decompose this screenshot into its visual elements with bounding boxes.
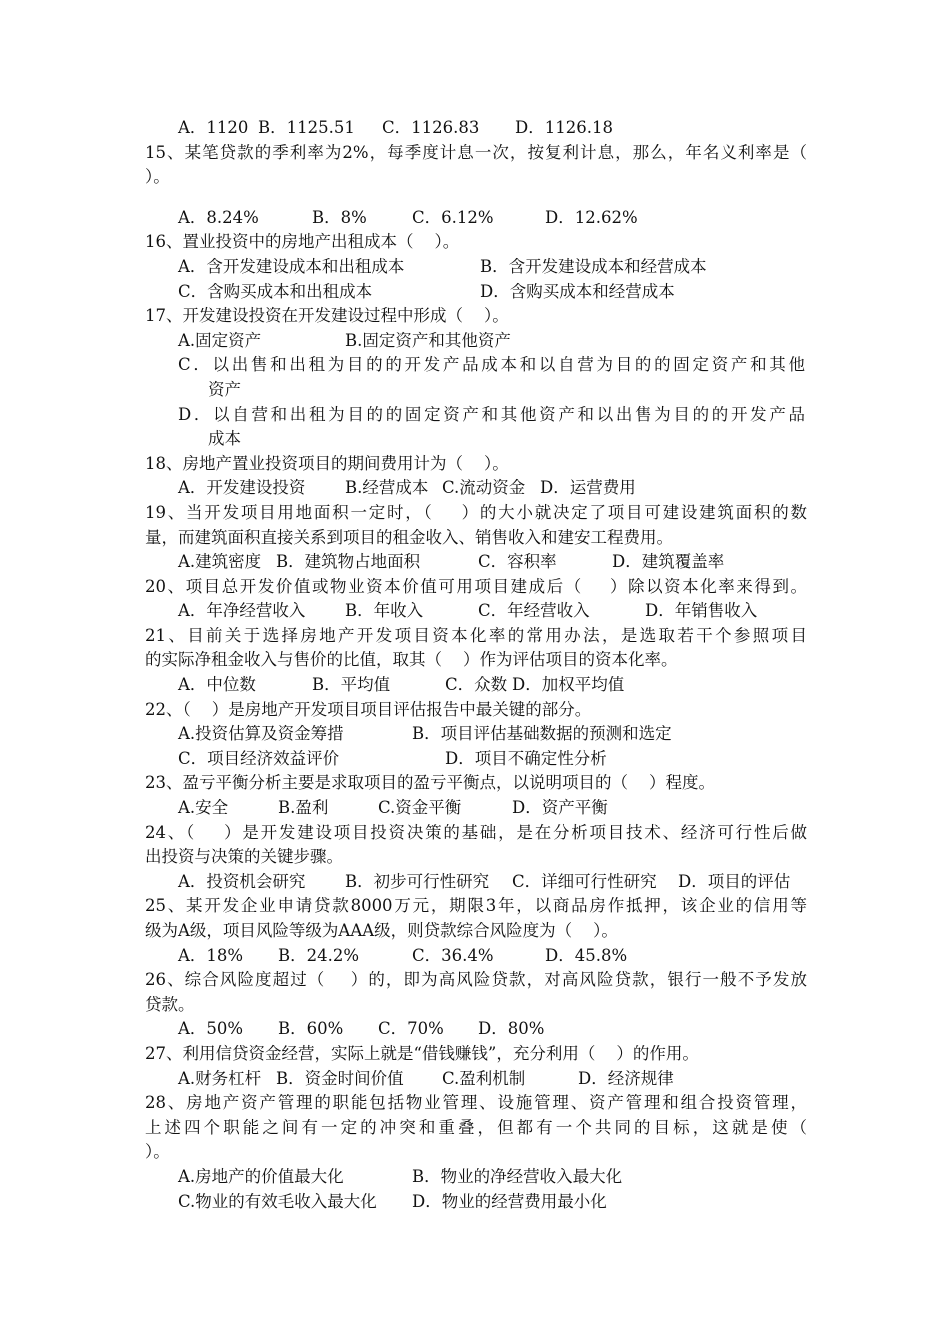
q14-options xyxy=(0,116,950,141)
q25-options xyxy=(0,944,950,969)
q24-option-b: B．初步可行性研究 xyxy=(345,871,490,891)
q25-option-d: D．45.8% xyxy=(545,945,628,965)
q16-option-a: A．含开发建设成本和出租成本 xyxy=(178,256,405,276)
q14-option-a: A．1120 xyxy=(178,118,249,137)
q28-option-b: B．物业的净经营收入最大化 xyxy=(412,1166,623,1186)
q20-option-c: C．年经营收入 xyxy=(478,601,590,621)
q25-stem-line-2: 级为A级，项目风险等级为AAA级，则贷款综合风险度为（ ）。 xyxy=(145,921,618,940)
q18-option-a: A．开发建设投资 xyxy=(178,478,306,498)
q16-option-c: C．含购买成本和出租成本 xyxy=(178,281,373,301)
q26-option-b: B．60% xyxy=(278,1019,344,1039)
exam-page xyxy=(0,116,950,1214)
q26-option-a: A．50% xyxy=(178,1019,244,1039)
q27-option-a: A.财务杠杆 xyxy=(178,1068,262,1088)
q16-stem: 16、置业投资中的房地产出租成本（ ）。 xyxy=(145,232,460,252)
q28-stem-line-1: 28、房地产资产管理的职能包括物业管理、设施管理、资产管理和组合投资管理， xyxy=(145,1093,807,1113)
q19-option-d: D．建筑覆盖率 xyxy=(612,552,725,572)
q26-option-d: D．80% xyxy=(478,1019,545,1039)
q28-options-row-2 xyxy=(0,1190,950,1215)
q14-option-b: B．1125.51 xyxy=(258,118,355,137)
q25-option-a: A．18% xyxy=(178,945,244,965)
q28-option-d: D．物业的经营费用最小化 xyxy=(412,1191,607,1211)
q15-stem-line-1: 15、某笔贷款的季利率为2%，每季度计息一次，按复利计息，那么，年名义利率是（ xyxy=(145,142,807,162)
q19-option-c: C．容积率 xyxy=(478,552,557,572)
q15-stem-line-2: ）。 xyxy=(145,167,170,187)
q27-stem: 27、利用信贷资金经营，实际上就是“借钱赚钱”，充分利用（ ）的作用。 xyxy=(145,1043,699,1063)
q19-option-b: B．建筑物占地面积 xyxy=(276,552,421,572)
q16-options-row-1 xyxy=(0,255,950,280)
q17-option-a: A.固定资产 xyxy=(178,330,262,350)
q18-option-b: B.经营成本 xyxy=(345,478,429,498)
q18-option-c: C.流动资金 xyxy=(442,478,526,498)
q15-option-c: C．6.12% xyxy=(412,207,494,227)
q15-option-b: B．8% xyxy=(312,207,367,227)
q27-option-d: D．经济规律 xyxy=(578,1068,674,1088)
q21-option-c: C．众数 xyxy=(445,675,508,695)
q24-option-c: C．详细可行性研究 xyxy=(512,871,657,891)
q19-stem-line-2: 量，而建筑面积直接关系到项目的租金收入、销售收入和建安工程费用。 xyxy=(145,527,673,547)
q17-option-c-cont: 资产 xyxy=(208,379,241,399)
q17-options-row-1 xyxy=(0,329,950,354)
q22-option-c: C．项目经济效益评价 xyxy=(178,748,340,768)
q27-option-c: C.盈利机制 xyxy=(442,1068,526,1088)
q20-option-b: B．年收入 xyxy=(345,601,424,621)
q21-options xyxy=(0,673,950,698)
q18-option-d: D．运营费用 xyxy=(540,478,636,498)
q21-option-a: A．中位数 xyxy=(178,675,256,695)
q23-option-b: B.盈利 xyxy=(278,798,329,818)
q24-option-a: A．投资机会研究 xyxy=(178,871,306,891)
q23-stem: 23、盈亏平衡分析主要是求取项目的盈亏平衡点，以说明项目的（ ）程度。 xyxy=(145,773,715,793)
q17-stem: 17、开发建设投资在开发建设过程中形成（ ）。 xyxy=(145,306,509,326)
q28-options-row-1 xyxy=(0,1165,950,1190)
q21-stem-line-1: 21、目前关于选择房地产开发项目资本化率的常用办法，是选取若干个参照项目 xyxy=(145,625,807,645)
q23-option-a: A.安全 xyxy=(178,798,229,818)
q25-stem-line-1: 25、某开发企业申请贷款8000万元，期限3年，以商品房作抵押，该企业的信用等 xyxy=(145,896,807,916)
q19-options xyxy=(0,550,950,575)
q22-option-a: A.投资估算及资金筹措 xyxy=(178,724,344,744)
q27-option-b: B．资金时间价值 xyxy=(276,1068,404,1088)
q23-option-d: D．资产平衡 xyxy=(512,798,608,818)
q15-option-d: D．12.62% xyxy=(545,207,638,227)
q24-options xyxy=(0,870,950,895)
q15-option-a: A．8.24% xyxy=(178,207,259,227)
q26-options xyxy=(0,1017,950,1042)
q14-option-d: D．1126.18 xyxy=(515,118,613,137)
q17-option-d: D．以自营和出租为目的的固定资产和其他资产和以出售为目的的开发产品 xyxy=(178,404,805,424)
q15-options xyxy=(0,206,950,231)
q26-stem-line-2: 贷款。 xyxy=(145,994,195,1014)
q21-option-d: D．加权平均值 xyxy=(512,675,625,695)
q23-option-c: C.资金平衡 xyxy=(378,798,462,818)
q23-options xyxy=(0,796,950,821)
q17-option-b: B.固定资产和其他资产 xyxy=(345,330,511,350)
q28-stem-line-3: ）。 xyxy=(145,1142,170,1162)
q25-option-c: C．36.4% xyxy=(412,945,494,965)
q16-option-d: D．含购买成本和经营成本 xyxy=(480,281,675,301)
q24-stem-line-2: 出投资与决策的关键步骤。 xyxy=(145,847,343,867)
q17-option-d-cont: 成本 xyxy=(208,429,241,449)
q17-option-c: C．以出售和出租为目的的开发产品成本和以自营为目的的固定资产和其他 xyxy=(178,355,805,375)
q20-option-d: D．年销售收入 xyxy=(645,601,758,621)
q27-options xyxy=(0,1067,950,1092)
q18-options xyxy=(0,476,950,501)
q28-option-a: A.房地产的价值最大化 xyxy=(178,1166,344,1186)
q22-stem: 22、（ ）是房地产开发项目项目评估报告中最关键的部分。 xyxy=(145,699,592,719)
q24-stem-line-1: 24、（ ）是开发建设项目投资决策的基础，是在分析项目技术、经济可行性后做 xyxy=(145,822,807,842)
q19-option-a: A.建筑密度 xyxy=(178,552,262,572)
q16-option-b: B．含开发建设成本和经营成本 xyxy=(480,256,707,276)
q26-stem-line-1: 26、综合风险度超过（ ）的，即为高风险贷款，对高风险贷款，银行一般不予发放 xyxy=(145,970,807,990)
q22-options-row-1 xyxy=(0,722,950,747)
q21-stem-line-2: 的实际净租金收入与售价的比值，取其（ ）作为评估项目的资本化率。 xyxy=(145,650,678,670)
q20-options xyxy=(0,599,950,624)
q22-option-b: B．项目评估基础数据的预测和选定 xyxy=(412,724,672,744)
q21-option-b: B．平均值 xyxy=(312,675,391,695)
q19-stem-line-1: 19、当开发项目用地面积一定时，（ ）的大小就决定了项目可建设建筑面积的数 xyxy=(145,502,807,522)
q25-option-b: B．24.2% xyxy=(278,945,360,965)
q24-option-d: D．项目的评估 xyxy=(678,871,791,891)
q22-option-d: D．项目不确定性分析 xyxy=(445,748,607,768)
q14-option-c: C．1126.83 xyxy=(382,118,480,137)
q26-option-c: C．70% xyxy=(378,1019,444,1039)
q18-stem: 18、房地产置业投资项目的期间费用计为（ ）。 xyxy=(145,453,509,473)
q20-stem: 20、项目总开发价值或物业资本价值可用项目建成后（ ）除以资本化率来得到。 xyxy=(145,576,807,596)
q20-option-a: A．年净经营收入 xyxy=(178,601,306,621)
q16-options-row-2 xyxy=(0,280,950,305)
q28-option-c: C.物业的有效毛收入最大化 xyxy=(178,1191,377,1211)
q22-options-row-2 xyxy=(0,747,950,772)
q28-stem-line-2: 上述四个职能之间有一定的冲突和重叠，但都有一个共同的目标，这就是使（ xyxy=(145,1117,807,1137)
